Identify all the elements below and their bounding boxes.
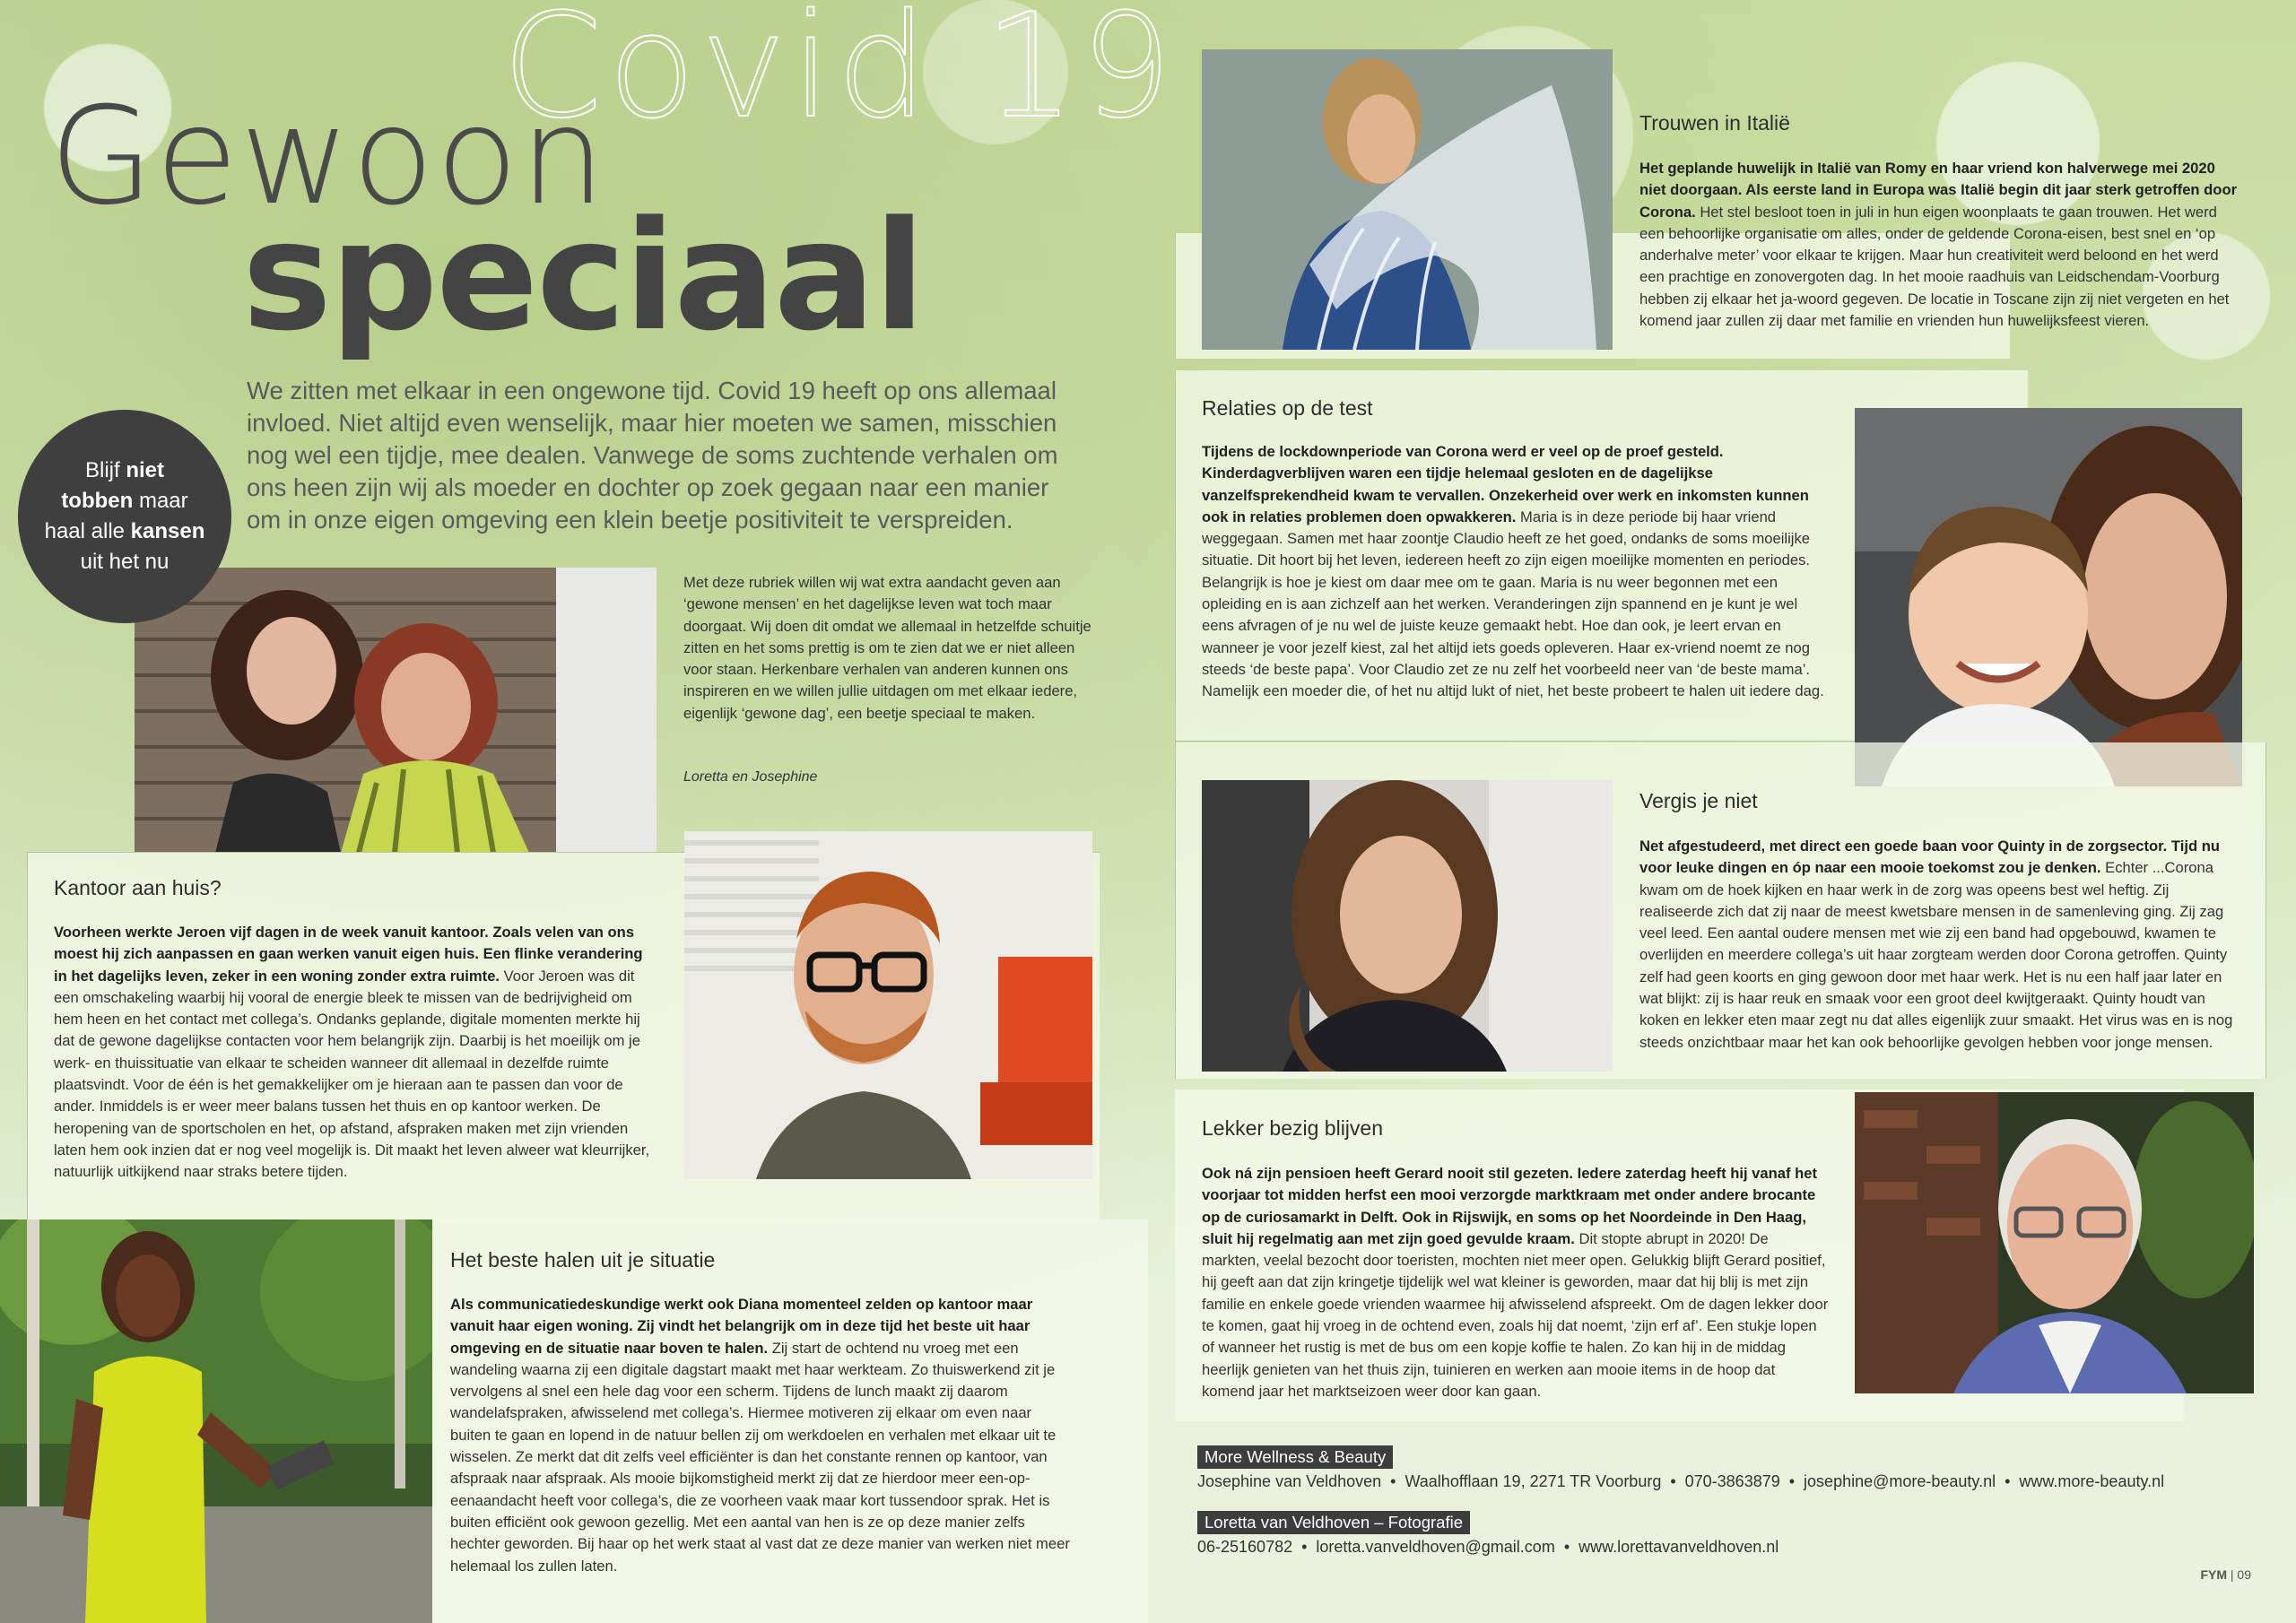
photo-romy <box>1202 49 1613 350</box>
intro-paragraph: We zitten met elkaar in een ongewone tijd. Covid 19 heeft op ons allemaal invloed. Niet altijd even wenselijk, maar hier moeten we samen, misschien nog wel een tijdje, mee dealen. Vanwege de soms zuchtende verhalen om ons heen zijn wij als moeder en dochter op zoek gegaan naar een manier om in onze eigen omgeving een klein beetje positiviteit te verspreiden. <box>247 377 1058 534</box>
badge-text: haal alle <box>44 519 131 543</box>
article-lekker-body <box>1202 1163 1830 1402</box>
article-italie-text: Het stel besloot toen in juli in hun eigen woonplaats te gaan trouwen. Het werd een behoorlijke organisatie om alles, onder de geldende Corona-eisen, best snel en ‘op anderhalve meter’ voor elkaar te krijgen. Maar hun creativiteit werd beloond en het werd een prachtige en zonovergoten dag. In het mooie raadhuis van Leidschendam-Voorburg hebben zij elkaar het ja-woord gegeven. De locatie in Toscane zijn zij niet vergeten en het komend jaar zullen zij daar met familie en vrienden hun huwelijksfeest vieren. <box>1639 203 2230 330</box>
signature: Loretta en Josephine <box>683 769 818 785</box>
title-covid: Covid 19 <box>502 0 1178 150</box>
badge-emphasis: kansen <box>130 519 205 543</box>
footer-page-number: 09 <box>2237 1567 2251 1582</box>
article-lekker-lead: Ook ná zijn pensioen heeft Gerard nooit stil gezeten. Iedere zaterdag heeft hij vanaf het voorjaar tot midden herfst een mooi verzorgde marktkraam met onder andere brocante op de curiosamarkt in Delft. Ook in Rijswijk, en soms op het Noordeinde in Den Haag, sluit hij regelmatig aan met zijn goed gevulde kraam. <box>1202 1165 1818 1247</box>
article-relaties-text: Maria is in deze periode bij haar vriend weggegaan. Samen met haar zoontje Claudio heeft ze het goed, ondanks de soms moeilijke situatie. Dit hoort bij het leven, iedereen heeft zo zijn eigen moeilijke momenten en periodes. Belangrijk is hoe je kiest om daar mee om te gaan. Maria is nu weer begonnen met een opleiding en is aan zichzelf aan het werken. Veranderingen zijn spannend en je kunt je wel eens afvragen of je nu wel de juiste keuze gemaakt hebt. Hoe dan ook, je leert ervan en wanneer je voor jezelf kiest, zal het altijd iets goeds opleveren. Haar ex-vriend noemt ze nog steeds ‘de beste papa’. Voor Claudio zet ze nu zelf het voorbeeld neer van ‘de beste mama’. Namelijk een moeder die, of het nu altijd lukt of niet, het beste probeert te halen uit iedere dag. <box>1202 508 1824 700</box>
contact-fotografie-label: Loretta van Veldhoven – Fotografie <box>1197 1511 1470 1534</box>
article-italie-title: Trouwen in Italië <box>1639 111 1790 135</box>
badge-emphasis: tobben <box>61 489 134 513</box>
badge-text: uit het nu <box>80 550 170 574</box>
article-situatie-lead: Als communicatiedeskundige werkt ook Diana momenteel zelden op kantoor maar vanuit haar eigen woning. Zij vindt het belangrijk om in deze tijd het beste uit haar omgeving en de situatie naar boven te halen. <box>450 1296 1033 1357</box>
article-lekker-title: Lekker bezig blijven <box>1202 1116 1384 1140</box>
quote-badge <box>18 410 231 623</box>
contact-wellness-line: Josephine van Veldhoven • Waalhofflaan 19, 2271 TR Voorburg • 070-3863879 • josephine@more-beauty.nl • www.more-beauty.nl <box>1197 1472 2165 1490</box>
badge-text: Blijf <box>84 458 126 482</box>
contact-wellness-label: More Wellness & Beauty <box>1197 1445 1393 1469</box>
photo-loretta-josephine <box>135 568 657 853</box>
page-footer <box>2200 1567 2251 1582</box>
article-situatie-body <box>450 1294 1071 1577</box>
article-kantoor-body <box>54 922 659 1184</box>
photo-maria-claudio <box>1855 408 2242 786</box>
badge-emphasis: niet <box>126 458 164 482</box>
article-relaties-body <box>1202 441 1830 703</box>
title-speciaal: speciaal <box>242 188 924 364</box>
article-vergis-text: Echter ...Corona kwam om de hoek kijken en haar werk in de zorg was opeens best wel heftig. Zij realiseerde zich dat zij naar de meest kwetsbare mensen in de samenleving ging. Zij zag veel leed. Een aantal oudere mensen met wie zij een band had opgebouwd, kwamen te overlijden en meerdere collega’s uit haar zorgteam werden door Corona getroffen. Quinty zelf had geen koorts en ging gewoon door met haar werk. Het is nu een half jaar later en wat blijkt: zij is haar reuk en smaak voor een groot deel kwijtgeraakt. Quinty houdt van koken en lekker eten maar zegt nu dat alles eigenlijk zuur smaakt. Het virus was en is nog steeds onzichtbaar maar het kan ook behoorlijke gevolgen hebben voor jonge mensen. <box>1639 859 2233 1051</box>
photo-diana <box>0 1219 432 1623</box>
article-kantoor-text: Voor Jeroen was dit een omschakeling waarbij hij vooral de energie bleek te missen van de bedrijvigheid om hem heen en het contact met collega’s. Ondanks geplande, digitale momenten merkte hij dat de gewone dagelijkse contacten voor hem belangrijk zijn. Daarbij is het moeilijk om je werk- en thuissituatie van elkaar te scheiden wanneer dit allemaal in dezelfde ruimte plaatsvindt. Voor de één is het gemakkelijker om je hieraan aan te passen dan voor de ander. Inmiddels is er weer meer balans tussen het thuis en op kantoor werken. De heropening van de sportscholen en het, op afstand, afspraken maken met zijn vrienden laten hem ook inzien dat er nog veel mogelijk is. Dit maakt het leven alweer wat kleurrijker, natuurlijk uitkijkend naar straks betere tijden. <box>54 967 650 1181</box>
footer-brand: FYM <box>2200 1567 2227 1582</box>
photo-jeroen <box>684 831 1092 1179</box>
article-vergis-body <box>1639 836 2240 1054</box>
article-vergis-lead: Net afgestudeerd, met direct een goede baan voor Quinty in de zorgsector. Tijd nu voor leuke dingen en óp naar een mooie toekomst zou je denken. <box>1639 838 2220 877</box>
contact-wellness <box>1197 1445 2164 1491</box>
badge-text: maar <box>133 489 188 513</box>
article-vergis-title: Vergis je niet <box>1639 789 1758 812</box>
contact-fotografie <box>1197 1511 1779 1557</box>
photo-quinty <box>1202 780 1613 1072</box>
article-relaties-title: Relaties op de test <box>1202 396 1373 420</box>
article-italie-lead: Het geplande huwelijk in Italië van Romy en haar vriend kon halverwege mei 2020 niet doorgaan. Als eerste land in Europa was Italië begin dit jaar sterk getroffen door Corona. <box>1639 160 2238 221</box>
article-kantoor-title: Kantoor aan huis? <box>54 876 222 899</box>
article-lekker-text: Dit stopte abrupt in 2020! De markten, veelal bezocht door toeristen, mochten niet meer open. Gelukkig blijft Gerard positief, hij geeft aan dat zijn kringetje tijdelijk wel wat kleiner is geworden, maar dat hij blij is met zijn familie en enkele goede vrienden waarmee hij afwisselend afspreekt. Om de dagen lekker door te komen, gaat hij vroeg in de ochtend even, zoals hij dat noemt, ‘zijn erf af’. Een stukje lopen of wanneer het rustig is met de bus om een kopje koffie te halen. Zo kan hij in de middag heerlijk genieten van het thuis zijn, tuinieren en werken aan mooie items in de hoop dat komend jaar het marktseizoen weer door kan gaan. <box>1202 1229 1829 1400</box>
footer-separator-icon: | <box>2230 1567 2238 1582</box>
photo-gerard <box>1855 1092 2254 1393</box>
contact-fotografie-line: 06-25160782 • loretta.vanveldhoven@gmail.com • www.lorettavanveldhoven.nl <box>1197 1538 1779 1556</box>
article-situatie-title: Het beste halen uit je situatie <box>450 1248 716 1271</box>
article-kantoor-lead: Voorheen werkte Jeroen vijf dagen in de week vanuit kantoor. Zoals velen van ons moest hij zich aanpassen en gaan werken vanuit eigen huis. Een flinke verandering in het dagelijks leven, zeker in een woning zonder extra ruimte. <box>54 924 643 985</box>
rubriek-paragraph: Met deze rubriek willen wij wat extra aandacht geven aan ‘gewone mensen’ en het dagelijkse leven wat toch maar doorgaat. Wij doen dit omdat we allemaal in hetzelfde schuitje zitten en het soms prettig is om te zien dat we er niet alleen voor staan. Herkenbare verhalen van anderen kunnen ons inspireren en we willen jullie uitdagen om met elkaar iedere, eigenlijk ‘gewone dag’, een beetje speciaal te maken. <box>683 574 1091 722</box>
article-italie-body <box>1639 158 2242 332</box>
article-relaties-lead: Tijdens de lockdownperiode van Corona werd er veel op de proef gesteld. Kinderdagverblijven waren een tijdje helemaal gesloten en de dagelijkse vanzelfsprekendheid kwam te vervallen. Onzekerheid over werk en inkomsten kunnen ook in relaties problemen doen opwakkeren. <box>1202 443 1809 525</box>
title-gewoon: Gewoon <box>49 79 607 235</box>
article-situatie-text: Zij start de ochtend nu vroeg met een wandeling waarna zij een digitale dagstart maakt met haar werkteam. Zo thuiswerkend zit je vervolgens al snel een hele dag voor een scherm. Tijdens de lunch maakt zij daarom wandelafspraken, afwisselend met collega’s. Hiermee motiveren zij elkaar om even naar buiten te gaan en lopend in de natuur bellen zij om werkdoelen en verhalen met elkaar uit te wisselen. Ze merkt dat dit zelfs veel efficiënter is dan het constante rennen op kantoor, van afspraak naar afspraak. Als mooie bijkomstigheid merkt zij dat ze hierdoor meer een-op-eenaandacht heeft voor collega’s, die ze voorheen vaak maar kort tussendoor sprak. Het is buiten efficiënt ook gewoon gezellig. Met een aantal van hen is ze op deze manier zelfs hechter geworden. Bij haar op het werk staat al vast dat ze deze manier van werken niet meer helemaal los zullen laten. <box>450 1339 1070 1575</box>
